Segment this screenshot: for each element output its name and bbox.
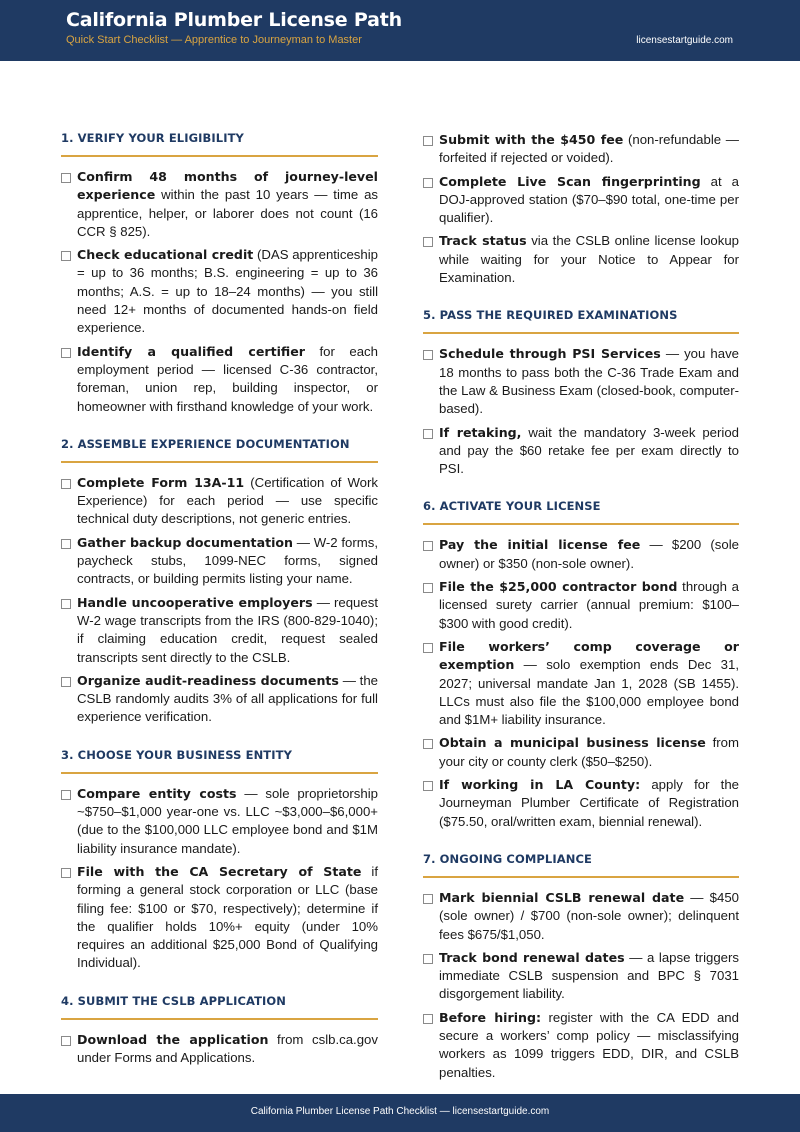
item-lead: Before hiring: — [439, 1009, 542, 1025]
checkbox[interactable] — [61, 173, 71, 183]
section-eligibility — [61, 131, 378, 416]
checklist-item — [61, 672, 378, 727]
section-heading: 7. ONGOING COMPLIANCE — [423, 852, 739, 878]
header-bar — [0, 0, 800, 61]
checkbox[interactable] — [61, 599, 71, 609]
item-text: (non-refundable — forfeited if rejected or voided). — [439, 132, 739, 166]
checklist-item — [423, 173, 739, 228]
item-lead: Check educational credit — [77, 247, 254, 263]
item-lead: Pay the initial license fee — [439, 537, 641, 553]
item-text: — $450 (sole owner) / $700 (non-sole owner); delinquent fees $675/$1,050. — [439, 889, 739, 942]
section-heading: 5. PASS THE REQUIRED EXAMINATIONS — [423, 308, 739, 334]
checkbox[interactable] — [423, 237, 433, 247]
checklist-item — [423, 776, 739, 831]
section-examinations — [423, 308, 739, 478]
item-lead: File with the CA Secretary of State — [77, 863, 362, 879]
item-lead: Track status — [439, 233, 527, 249]
item-lead: Submit with the $450 fee — [439, 132, 624, 147]
item-text: through a licensed surety carrier (annual premium: $100–$300 with good credit). — [439, 579, 740, 631]
item-text: via the CSLB online license lookup while waiting for your Notice to Appear for Examination. — [439, 233, 740, 286]
checkbox[interactable] — [61, 868, 71, 878]
checklist-item — [423, 578, 739, 633]
checkbox[interactable] — [61, 479, 71, 489]
item-text: — request W-2 wage transcripts from the IRS (800-829-1040); if claiming education credit, request sealed transcripts sent directly to the CSLB. — [77, 594, 378, 665]
checkbox[interactable] — [423, 350, 433, 360]
checklist-item — [61, 343, 378, 416]
checkbox[interactable] — [423, 136, 433, 146]
section-heading: 1. VERIFY YOUR ELIGIBILITY — [61, 131, 378, 157]
checkbox[interactable] — [423, 643, 433, 653]
checklist-item — [61, 474, 378, 529]
checkbox[interactable] — [423, 954, 433, 964]
checkbox[interactable] — [423, 541, 433, 551]
checkbox[interactable] — [61, 251, 71, 261]
item-lead: Complete Form 13A-11 — [77, 474, 245, 490]
checkbox[interactable] — [61, 539, 71, 549]
page-title: California Plumber License Path — [66, 9, 402, 31]
item-text: — a lapse triggers immediate CSLB suspension and BPC § 7031 disgorgement liability. — [439, 949, 739, 1002]
section-heading: 3. CHOOSE YOUR BUSINESS ENTITY — [61, 748, 378, 774]
footer-bar — [0, 1094, 800, 1132]
item-lead: If working in LA County: — [439, 777, 641, 793]
section-heading: 4. SUBMIT THE CSLB APPLICATION — [61, 994, 378, 1020]
checkbox[interactable] — [423, 583, 433, 593]
item-text: at a DOJ-approved station ($70–$90 total, one-time per qualifier). — [439, 173, 739, 226]
checklist-item — [423, 131, 739, 168]
item-lead: Gather backup documentation — [77, 534, 294, 550]
item-lead: Schedule through PSI Services — [439, 346, 661, 362]
checkbox[interactable] — [423, 429, 433, 439]
item-text: wait the mandatory 3-week period and pay the $60 retake fee per exam directly to PSI. — [439, 424, 739, 477]
right-column — [423, 131, 739, 1087]
item-lead: File the $25,000 contractor bond — [439, 579, 678, 595]
checkbox[interactable] — [423, 781, 433, 791]
checkbox[interactable] — [423, 1014, 433, 1024]
section-business-entity — [61, 748, 378, 973]
item-lead: Confirm 48 months of journey-level experience — [77, 169, 378, 203]
checklist-item — [423, 345, 739, 418]
item-lead: Track bond renewal dates — [439, 949, 625, 965]
checklist-item — [61, 534, 378, 589]
section-heading: 2. ASSEMBLE EXPERIENCE DOCUMENTATION — [61, 437, 378, 463]
header-site-link[interactable]: licensestartguide.com — [636, 35, 733, 46]
item-text: — you have 18 months to pass both the C-36 Trade Exam and the Law & Business Exam (closed-book, computer-based). — [439, 346, 739, 417]
checkbox[interactable] — [61, 348, 71, 358]
item-lead: Organize audit-readiness documents — [77, 672, 339, 688]
item-text: register with the CA EDD and secure a workers’ comp policy — misclassifying workers as 1099 triggers EDD, DIR, and CSLB penalties. — [439, 1009, 739, 1080]
item-lead: Complete Live Scan fingerprinting — [439, 173, 701, 189]
checkbox[interactable] — [423, 739, 433, 749]
checklist-item — [61, 785, 378, 858]
checklist-item — [423, 734, 739, 771]
item-lead: File workers’ comp coverage or exemption — [439, 638, 739, 673]
checklist-item — [61, 594, 378, 667]
section-documentation — [61, 437, 378, 727]
section-heading: 6. ACTIVATE YOUR LICENSE — [423, 499, 739, 525]
item-text: from your city or county clerk ($50–$250). — [439, 735, 739, 769]
checkbox[interactable] — [423, 178, 433, 188]
item-text: — the CSLB randomly audits 3% of all applications for full experience verification. — [77, 672, 378, 725]
checklist-item — [61, 168, 378, 241]
item-lead: Download the application — [77, 1031, 269, 1047]
checklist-item — [423, 889, 739, 944]
item-text: (Certification of Work Experience) for each period — use specific technical duty descriptions, not generic entries. — [77, 474, 378, 527]
checklist-item — [423, 424, 739, 479]
item-text: within the past 10 years — time as apprentice, helper, or laborer does not count (16 CCR § 825). — [77, 187, 378, 239]
checklist-item — [61, 1031, 378, 1068]
checkbox[interactable] — [423, 894, 433, 904]
item-lead: Mark biennial CSLB renewal date — [439, 889, 685, 905]
item-lead: If retaking, — [439, 424, 522, 440]
checklist-item — [423, 232, 739, 287]
item-text: — solo exemption ends Dec 31, 2027; universal mandate Jan 1, 2028 (SB 1455). LLCs must also file the $100,000 employee bond and $1M+ liability insurance. — [439, 657, 739, 728]
item-text: — sole proprietorship ~$750–$1,000 year-one vs. LLC ~$3,000–$6,000+ (due to the $100,000 LLC employee bond and $1M liability insurance mandate). — [77, 785, 378, 856]
item-lead: Identify a qualified certifier — [77, 343, 306, 359]
footer-text: California Plumber License Path Checklist — licensestartguide.com — [250, 1106, 550, 1117]
checklist-item — [423, 949, 739, 1004]
checklist-item — [61, 246, 378, 337]
checkbox[interactable] — [61, 790, 71, 800]
left-column — [61, 131, 378, 1072]
section-activate-license — [423, 499, 739, 830]
item-text: if forming a general stock corporation or LLC (base filing fee: $100 or $70, respectively); determine if the qualifier holds 10%+ equity (under 10% requires an additional $25,000 Bond of Qualifying Individual). — [77, 863, 378, 971]
checkbox[interactable] — [61, 1036, 71, 1046]
checklist-item — [423, 638, 739, 729]
checklist-item — [423, 536, 739, 573]
item-text: (DAS apprenticeship = up to 36 months; B.S. engineering = up to 36 months; A.S. = up to 18–24 months) — you still need 12+ months of documented hands-on field experience. — [77, 247, 378, 336]
item-lead: Compare entity costs — [77, 785, 237, 801]
section-ongoing-compliance — [423, 852, 739, 1082]
checklist-item — [61, 863, 378, 973]
item-text: apply for the Journeyman Plumber Certificate of Registration ($75.50, oral/written exam, biennial renewal). — [439, 777, 739, 829]
checkbox[interactable] — [61, 677, 71, 687]
item-lead: Obtain a municipal business license — [439, 735, 706, 751]
checklist-item — [423, 1009, 739, 1082]
item-text: — $200 (sole owner) or $350 (non-sole owner). — [439, 537, 739, 571]
item-lead: Handle uncooperative employers — [77, 594, 313, 610]
item-text: — W-2 forms, paycheck stubs, 1099-NEC forms, signed contracts, or building permits listing your name. — [77, 534, 378, 587]
item-text: for each employment period — licensed C-36 contractor, foreman, union rep, building inspector, or homeowner with firsthand knowledge of your work. — [77, 343, 378, 414]
item-text: from cslb.ca.gov under Forms and Applications. — [77, 1031, 378, 1065]
page-subtitle: Quick Start Checklist — Apprentice to Journeyman to Master — [66, 34, 362, 46]
section-application — [61, 994, 378, 1068]
section-application-continued — [423, 131, 739, 287]
